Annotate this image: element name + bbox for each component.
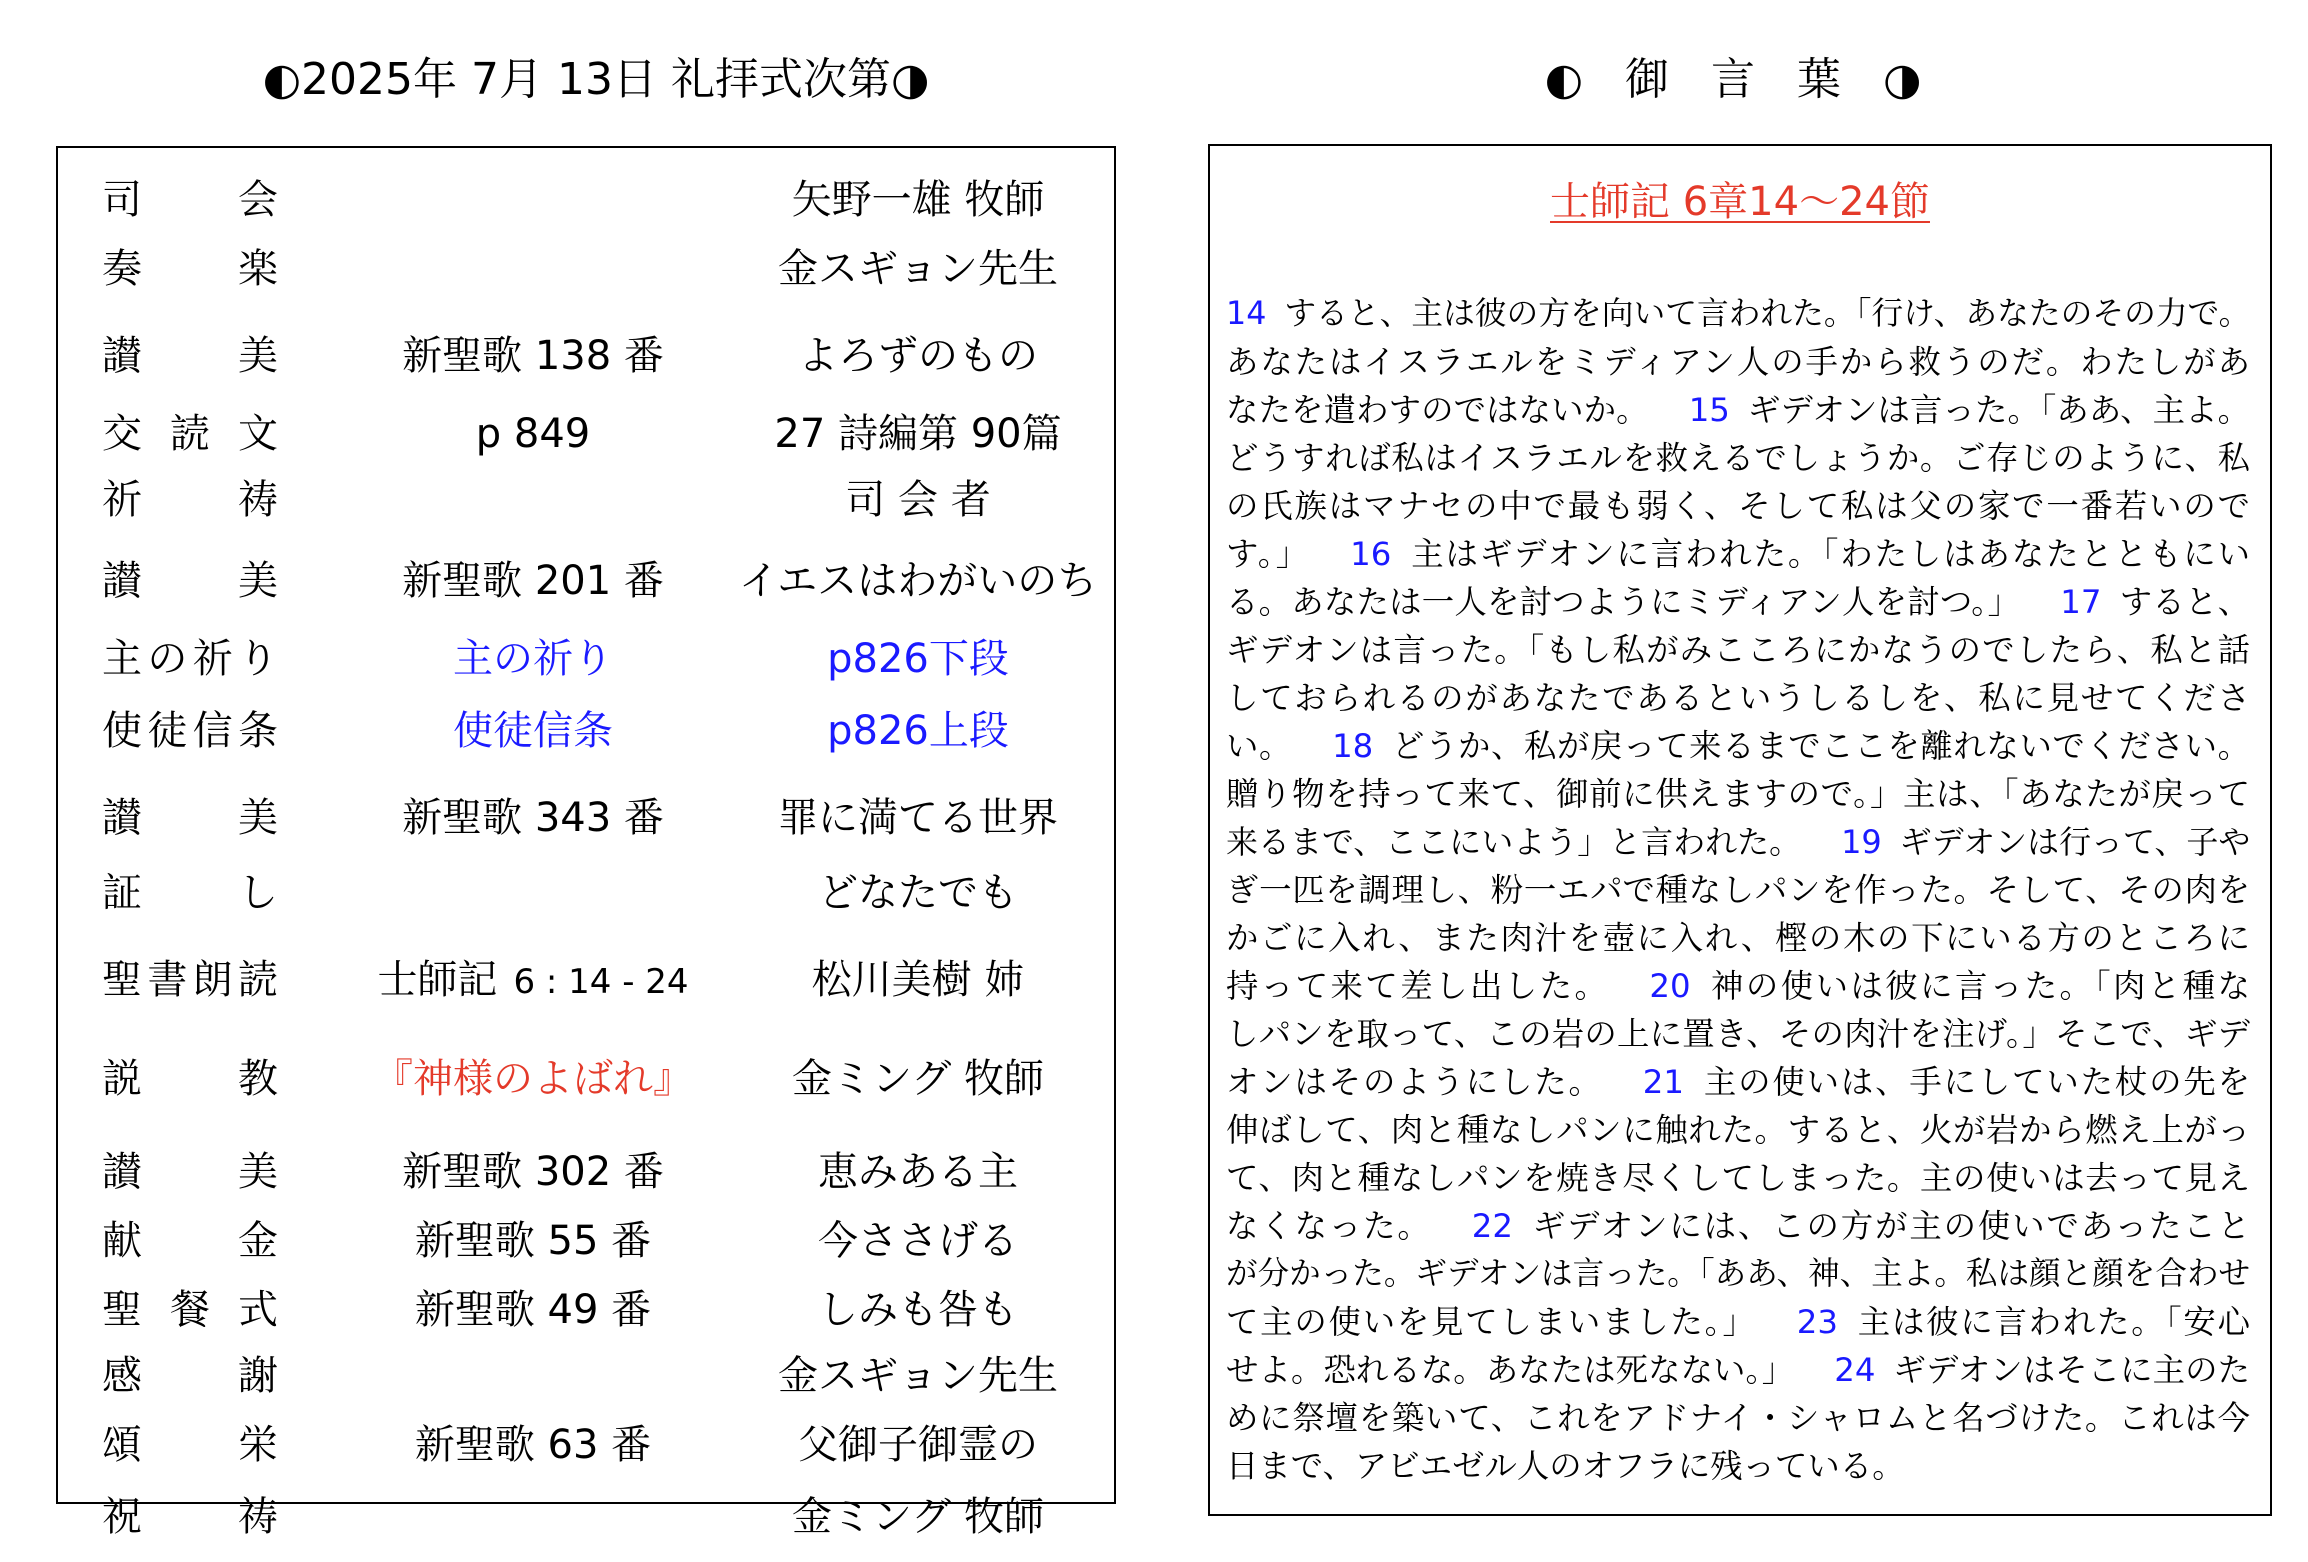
verse-text: て、肉と種なしパンを焼き尽くしてしまった。主の使いは去って見え — [1226, 1159, 2250, 1197]
order-leader: イエスはわがいのち — [738, 558, 1098, 604]
order-label: 献 金 — [102, 1218, 278, 1264]
verse-text: しておられるのがあなたであるというしるしを、私に見せてくださ — [1226, 679, 2250, 717]
verse-text: 伸ばして、肉と種なしパンに触れた。すると、火が岩から燃え上がっ — [1226, 1111, 2250, 1149]
scripture-line — [1226, 434, 2250, 482]
order-label: 讃 美 — [102, 558, 278, 604]
order-row — [58, 324, 1114, 388]
scripture-line — [1226, 530, 2250, 578]
scripture-line — [1226, 1298, 2250, 1346]
scripture-line — [1226, 914, 2250, 962]
verse-text: ギデオンは言った。「もし私がみこころにかなうのでしたら、私と話 — [1226, 631, 2250, 669]
verse-text: ぎ一匹を調理し、粉一エパで種なしパンを作った。そして、その肉を — [1226, 871, 2250, 909]
scripture-line — [1226, 1202, 2250, 1250]
order-leader: p826上段 — [827, 708, 1009, 754]
scripture-reference — [1210, 174, 2270, 230]
scripture-line — [1226, 1250, 2250, 1298]
order-leader: 父御子御霊の — [798, 1422, 1038, 1468]
order-item: 新聖歌 138 番 — [402, 333, 664, 379]
order-label: 説 教 — [102, 1056, 278, 1102]
scripture-line — [1226, 1394, 2250, 1442]
verse-text: めに祭壇を築いて、これをアドナイ・シャロムと名づけた。これは今 — [1226, 1399, 2250, 1437]
scripture-line — [1226, 626, 2250, 674]
verse-text: どうすれば私はイスラエルを救えるでしょうか。ご存じのように、私 — [1226, 439, 2250, 477]
verse-text: なたを遣わすのではないか。 — [1226, 391, 1649, 429]
order-row — [58, 1047, 1114, 1111]
order-item: 新聖歌 201 番 — [402, 558, 664, 604]
order-label: 奏 楽 — [102, 246, 278, 292]
order-label: 主の祈り — [102, 636, 278, 682]
verse-text: い。 — [1226, 727, 1293, 765]
order-label: 聖餐式 — [102, 1287, 278, 1333]
order-leader: 罪に満てる世界 — [778, 795, 1058, 841]
verse-text: ギデオンには、この方が主の使いであったこと — [1530, 1207, 2251, 1245]
verse-text: しパンを取って、この岩の上に置き、その肉汁を注げ。」そこで、ギデ — [1226, 1015, 2250, 1053]
order-row — [58, 237, 1114, 301]
order-label: 交読文 — [102, 411, 278, 457]
order-item: p 849 — [475, 411, 591, 457]
order-leader: どなたでも — [818, 870, 1018, 916]
order-leader: しみも咎も — [818, 1287, 1018, 1333]
verse-text: かごに入れ、また肉汁を壺に入れ、樫の木の下にいる方のところに — [1226, 919, 2250, 957]
order-label: 讃 美 — [102, 795, 278, 841]
scripture-text — [1226, 290, 2250, 1490]
order-label: 讃 美 — [102, 333, 278, 379]
scripture-line — [1226, 1346, 2250, 1394]
verse-text: オンはそのようにした。 — [1226, 1063, 1603, 1101]
scripture-line — [1226, 962, 2250, 1010]
scripture-line — [1226, 818, 2250, 866]
order-leader: よろずのもの — [798, 333, 1038, 379]
scripture-line — [1226, 338, 2250, 386]
order-leader: 今ささげる — [818, 1218, 1018, 1264]
verse-text: すると、 — [2119, 583, 2251, 621]
verse-number: 20 — [1649, 967, 1691, 1005]
order-leader: 金スギョン先生 — [778, 246, 1058, 292]
order-label: 祈 祷 — [102, 477, 278, 523]
order-label: 使徒信条 — [102, 708, 278, 754]
verse-text: て主の使いを見てしまいました。」 — [1226, 1303, 1757, 1341]
order-item: 使徒信条 — [453, 708, 613, 754]
order-row — [58, 168, 1114, 232]
order-leader: 矢野一雄 牧師 — [791, 177, 1045, 223]
scripture-reference-text: 士師記 6章14～24節 — [1550, 179, 1930, 225]
order-leader: 恵みある主 — [818, 1149, 1018, 1195]
order-item: 主の祈り — [453, 636, 613, 682]
scripture-line — [1226, 1154, 2250, 1202]
order-item: 新聖歌 55 番 — [414, 1218, 652, 1264]
order-item: 新聖歌 49 番 — [414, 1287, 652, 1333]
verse-text: が分かった。ギデオンは言った。「ああ、神、主よ。私は顔と顔を合わせ — [1226, 1256, 2250, 1292]
order-label: 証 し — [102, 870, 278, 916]
verse-text: る。あなたは一人を討つようにミディアン人を討つ。」 — [1226, 583, 2021, 621]
reading-verses: 6 : 14 - 24 — [513, 962, 689, 1002]
verse-number: 19 — [1841, 823, 1882, 861]
verse-text: 主の使いは、手にしていた杖の先を — [1701, 1063, 2251, 1101]
order-leader: 松川美樹 姉 — [811, 957, 1025, 1003]
scripture-line — [1226, 482, 2250, 530]
order-item — [348, 948, 718, 1014]
verse-number: 14 — [1226, 296, 1267, 332]
verse-text: の氏族はマナセの中で最も弱く、そして私は父の家で一番若いので — [1226, 487, 2250, 525]
order-leader: 金スギョン先生 — [778, 1353, 1058, 1399]
verse-text: どうか、私が戻って来るまでここを離れないでください。 — [1391, 727, 2251, 765]
scripture-line — [1226, 1442, 2250, 1490]
scripture-panel — [1208, 144, 2272, 1516]
scripture-line — [1226, 674, 2250, 722]
scripture-line — [1226, 1058, 2250, 1106]
order-leader: 金ミング 牧師 — [792, 1056, 1044, 1102]
verse-text: 持って来て差し出した。 — [1226, 967, 1610, 1005]
verse-text: せよ。恐れるな。あなたは死なない。」 — [1226, 1351, 1795, 1389]
verse-number: 23 — [1796, 1303, 1838, 1341]
scripture-line — [1226, 1010, 2250, 1058]
verse-number: 17 — [2060, 583, 2102, 621]
order-row — [58, 1413, 1114, 1477]
order-leader: 司 会 者 — [845, 477, 991, 523]
order-label: 祝 祷 — [102, 1494, 278, 1540]
word-title: ◐ 御 言 葉 ◑ — [1544, 54, 1936, 105]
verse-number: 16 — [1350, 535, 1392, 573]
verse-text: あなたはイスラエルをミディアン人の手から救うのだ。わたしがあ — [1226, 343, 2250, 381]
scripture-line — [1226, 770, 2250, 818]
order-row — [58, 549, 1114, 613]
verse-text: ギデオンはそこに主のた — [1893, 1351, 2250, 1389]
scripture-line — [1226, 866, 2250, 914]
verse-text: 来るまで、ここにいよう」と言われた。 — [1226, 823, 1802, 861]
verse-text: すると、主は彼の方を向いて言われた。「行け、あなたのその力で。 — [1284, 296, 2251, 332]
order-row — [58, 1209, 1114, 1273]
scripture-line — [1226, 290, 2250, 338]
verse-text: 主はギデオンに言われた。「わたしはあなたとともにい — [1409, 535, 2250, 573]
verse-number: 21 — [1642, 1063, 1684, 1101]
order-row — [58, 1140, 1114, 1204]
verse-text: ギデオンは行って、子や — [1899, 823, 2251, 861]
order-label: 讃 美 — [102, 1149, 278, 1195]
verse-text: 贈り物を持って来て、御前に供えますので。」主は、「あなたが戻って — [1226, 775, 2250, 813]
service-order-panel — [56, 146, 1116, 1540]
order-label: 司 会 — [102, 177, 278, 223]
order-item: 新聖歌 63 番 — [414, 1422, 652, 1468]
verse-text: 神の使いは彼に言った。「肉と種な — [1708, 967, 2250, 1005]
service-order-title: ◐2025年 7月 13日 礼拝式次第◑ — [262, 54, 930, 105]
order-label: 頌 栄 — [102, 1422, 278, 1468]
verse-text: す。」 — [1226, 535, 1311, 573]
order-row — [58, 948, 1114, 1012]
order-row — [58, 1344, 1114, 1408]
reading-book: 士師記 — [377, 957, 498, 1003]
order-label: 聖書朗読 — [102, 957, 278, 1003]
order-item: 新聖歌 302 番 — [402, 1149, 664, 1195]
order-item: 『神様のよばれ』 — [373, 1056, 693, 1102]
scripture-line — [1226, 722, 2250, 770]
verse-number: 18 — [1332, 727, 1374, 765]
verse-text: ギデオンは言った。「ああ、主よ。 — [1747, 391, 2251, 429]
order-row — [58, 1485, 1114, 1549]
verse-number: 24 — [1834, 1351, 1876, 1389]
order-row — [58, 402, 1114, 466]
order-leader: 27 詩編第 90篇 — [774, 411, 1062, 457]
order-label: 感 謝 — [102, 1353, 278, 1399]
verse-number: 15 — [1688, 391, 1730, 429]
order-row — [58, 627, 1114, 691]
verse-text: なくなった。 — [1226, 1207, 1432, 1245]
scripture-line — [1226, 386, 2250, 434]
order-row — [58, 786, 1114, 850]
verse-text: 主は彼に言われた。「安心 — [1855, 1303, 2250, 1341]
order-row — [58, 468, 1114, 532]
order-leader: p826下段 — [827, 636, 1009, 682]
order-row — [58, 699, 1114, 763]
scripture-line — [1226, 1106, 2250, 1154]
order-item: 新聖歌 343 番 — [402, 795, 664, 841]
scripture-line — [1226, 578, 2250, 626]
order-leader: 金ミング 牧師 — [792, 1494, 1044, 1540]
order-row — [58, 1278, 1114, 1342]
verse-text: 日まで、アビエゼル人のオフラに残っている。 — [1226, 1447, 1905, 1485]
verse-number: 22 — [1471, 1207, 1513, 1245]
order-row — [58, 861, 1114, 925]
